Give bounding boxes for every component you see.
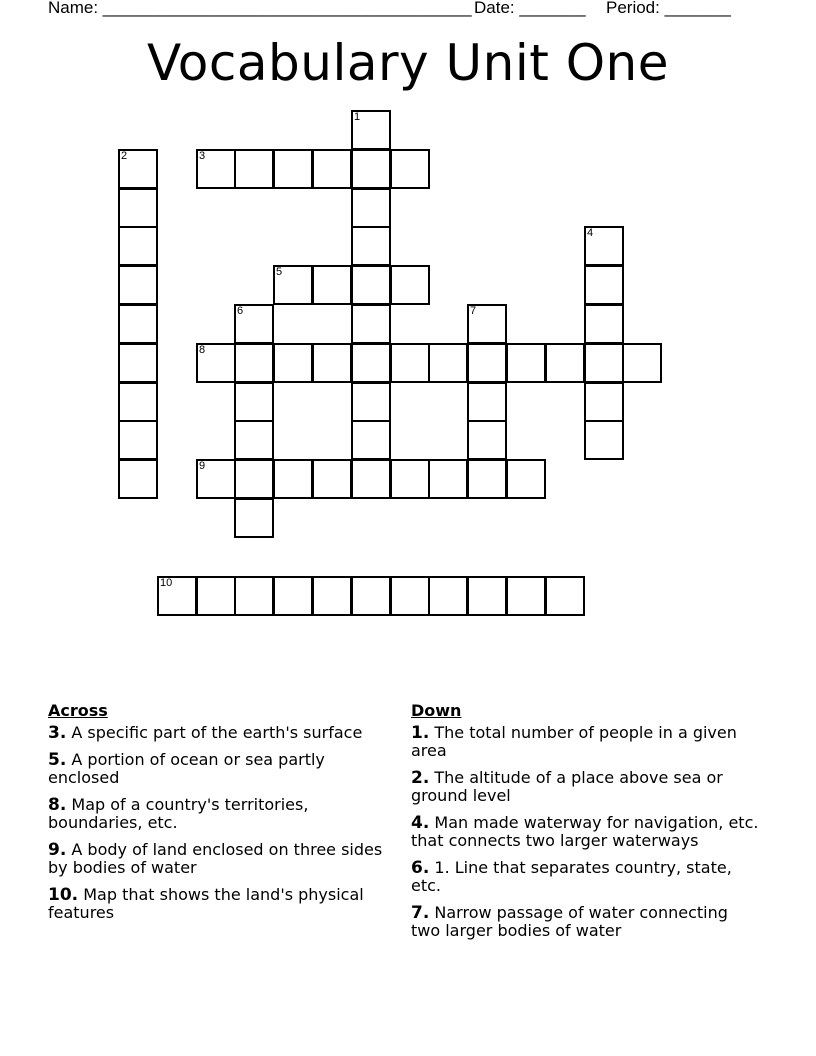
crossword-cell[interactable] <box>273 265 313 305</box>
crossword-cell[interactable] <box>312 265 352 305</box>
crossword-cell[interactable] <box>467 343 507 383</box>
crossword-cell[interactable] <box>467 304 507 344</box>
crossword-cell[interactable] <box>467 420 507 460</box>
down-clue <box>411 769 761 805</box>
clue-text: 1. Line that separates country, state, etc. <box>411 858 732 895</box>
crossword-cell[interactable] <box>118 265 158 305</box>
clue-number: 1 <box>354 111 361 123</box>
crossword-cell[interactable] <box>351 226 391 266</box>
name-field: Name: _______________________________________ <box>48 0 472 17</box>
crossword-cell[interactable] <box>506 459 546 499</box>
down-clue <box>411 724 761 760</box>
crossword-cell[interactable] <box>390 576 430 616</box>
crossword-cell[interactable] <box>118 226 158 266</box>
crossword-cell[interactable] <box>584 420 624 460</box>
crossword-cell[interactable] <box>351 343 391 383</box>
clue-number: 4 <box>587 227 594 239</box>
crossword-cell[interactable] <box>351 188 391 228</box>
crossword-cell[interactable] <box>312 343 352 383</box>
crossword-cell[interactable] <box>273 149 313 189</box>
crossword-cell[interactable] <box>351 576 391 616</box>
crossword-cell[interactable] <box>351 149 391 189</box>
clue-number: 3. <box>48 723 67 743</box>
clue-number: 3 <box>199 150 206 162</box>
crossword-cell[interactable] <box>584 226 624 266</box>
down-clue <box>411 904 761 940</box>
date-field: Date: _______ <box>474 0 586 17</box>
crossword-cell[interactable] <box>234 343 274 383</box>
crossword-cell[interactable] <box>467 459 507 499</box>
across-clue <box>48 724 398 742</box>
crossword-cell[interactable] <box>312 576 352 616</box>
crossword-cell[interactable] <box>196 459 236 499</box>
crossword-cell[interactable] <box>390 343 430 383</box>
crossword-cell[interactable] <box>428 343 468 383</box>
crossword-cell[interactable] <box>118 188 158 228</box>
crossword-cell[interactable] <box>118 304 158 344</box>
crossword-cell[interactable] <box>584 343 624 383</box>
crossword-cell[interactable] <box>312 459 352 499</box>
clue-number: 5. <box>48 750 67 770</box>
crossword-cell[interactable] <box>584 304 624 344</box>
clue-text: The total number of people in a given area <box>411 723 737 760</box>
clue-text: Narrow passage of water connecting two larger bodies of water <box>411 903 728 940</box>
crossword-cell[interactable] <box>118 149 158 189</box>
clue-number: 9 <box>199 460 206 472</box>
clue-number: 5 <box>276 266 283 278</box>
crossword-cell[interactable] <box>351 265 391 305</box>
crossword-cell[interactable] <box>196 343 236 383</box>
clue-text: A portion of ocean or sea partly enclosed <box>48 750 325 787</box>
crossword-cell[interactable] <box>545 343 585 383</box>
clue-number: 9. <box>48 840 67 860</box>
across-clues <box>48 700 398 931</box>
across-clue <box>48 796 398 832</box>
crossword-cell[interactable] <box>234 149 274 189</box>
crossword-cell[interactable] <box>273 343 313 383</box>
crossword-cell[interactable] <box>118 420 158 460</box>
clue-text: The altitude of a place above sea or ground level <box>411 768 723 805</box>
crossword-cell[interactable] <box>118 382 158 422</box>
clue-number: 10 <box>160 577 173 589</box>
crossword-cell[interactable] <box>467 576 507 616</box>
page-title: Vocabulary Unit One <box>146 34 670 92</box>
crossword-cell[interactable] <box>351 304 391 344</box>
across-clue <box>48 886 398 922</box>
crossword-cell[interactable] <box>351 382 391 422</box>
clue-number: 1. <box>411 723 430 743</box>
crossword-cell[interactable] <box>428 576 468 616</box>
clue-number: 2. <box>411 768 430 788</box>
clue-number: 10. <box>48 885 79 905</box>
crossword-cell[interactable] <box>234 382 274 422</box>
crossword-cell[interactable] <box>584 382 624 422</box>
clue-text: Man made waterway for navigation, etc. that connects two larger waterways <box>411 813 759 850</box>
crossword-cell[interactable] <box>467 382 507 422</box>
clue-text: Map that shows the land's physical features <box>48 885 364 922</box>
clue-number: 8 <box>199 344 206 356</box>
crossword-cell[interactable] <box>234 304 274 344</box>
clue-text: A body of land enclosed on three sides by bodies of water <box>48 840 383 877</box>
crossword-cell[interactable] <box>196 576 236 616</box>
crossword-cell[interactable] <box>506 576 546 616</box>
crossword-cell[interactable] <box>390 265 430 305</box>
down-clue <box>411 814 761 850</box>
clue-text: Map of a country's territories, boundaries, etc. <box>48 795 309 832</box>
clue-number: 6. <box>411 858 430 878</box>
clue-number: 2 <box>121 150 128 162</box>
crossword-cell[interactable] <box>157 576 197 616</box>
crossword-cell[interactable] <box>234 498 274 538</box>
crossword-cell[interactable] <box>234 459 274 499</box>
crossword-cell[interactable] <box>390 459 430 499</box>
clue-number: 7. <box>411 903 430 923</box>
clue-text: A specific part of the earth's surface <box>71 723 363 742</box>
clue-number: 8. <box>48 795 67 815</box>
crossword-cell[interactable] <box>506 343 546 383</box>
crossword-cell[interactable] <box>234 420 274 460</box>
down-heading: Down <box>411 701 462 720</box>
crossword-cell[interactable] <box>196 149 236 189</box>
clue-number: 7 <box>470 305 477 317</box>
period-field: Period: _______ <box>606 0 731 17</box>
down-clue <box>411 859 761 895</box>
across-clue <box>48 751 398 787</box>
down-clues <box>411 700 761 949</box>
crossword-cell[interactable] <box>428 459 468 499</box>
clue-number: 6 <box>237 305 244 317</box>
crossword-cell[interactable] <box>273 576 313 616</box>
crossword-cell[interactable] <box>118 459 158 499</box>
crossword-cell[interactable] <box>390 149 430 189</box>
crossword-cell[interactable] <box>351 110 391 150</box>
crossword-cell[interactable] <box>118 343 158 383</box>
across-heading: Across <box>48 701 108 720</box>
across-clue <box>48 841 398 877</box>
clue-number: 4. <box>411 813 430 833</box>
crossword-cell[interactable] <box>273 459 313 499</box>
crossword-cell[interactable] <box>622 343 662 383</box>
crossword-cell[interactable] <box>312 149 352 189</box>
crossword-cell[interactable] <box>351 459 391 499</box>
crossword-cell[interactable] <box>234 576 274 616</box>
crossword-cell[interactable] <box>351 420 391 460</box>
crossword-cell[interactable] <box>545 576 585 616</box>
crossword-cell[interactable] <box>584 265 624 305</box>
